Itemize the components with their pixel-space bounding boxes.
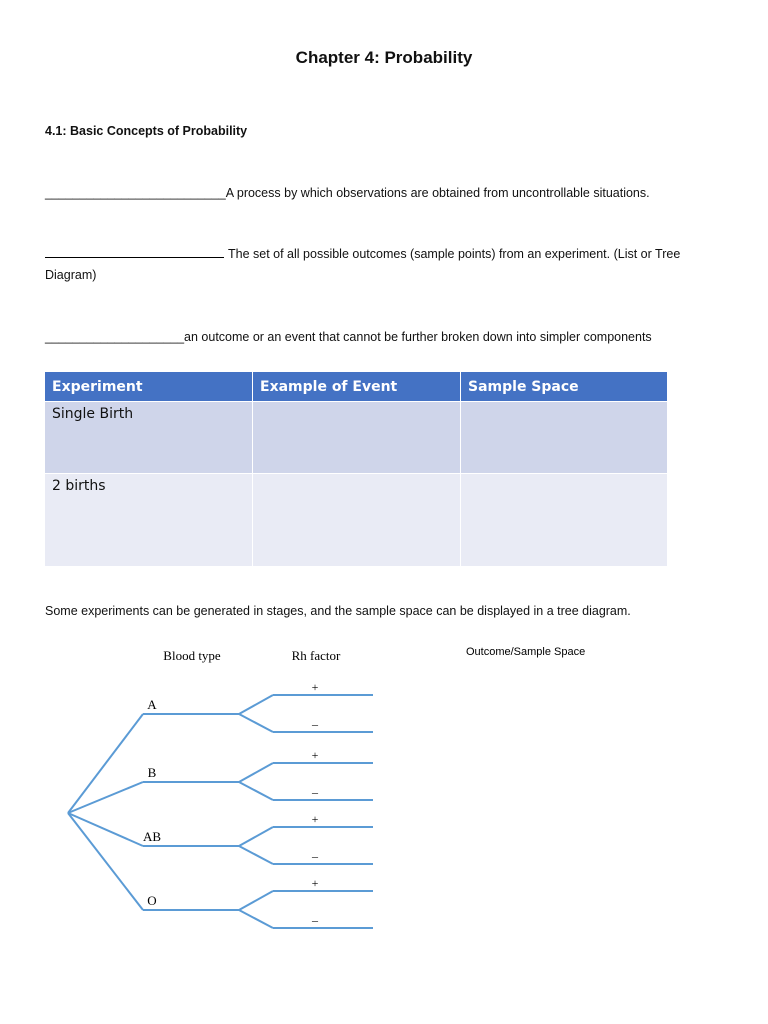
blood-type-b: B: [147, 765, 157, 780]
branch-plus-a: [239, 695, 273, 714]
blood-type-ab: AB: [142, 829, 162, 844]
page-title: Chapter 4: Probability: [295, 48, 473, 67]
rh-plus-ab: +: [311, 812, 319, 826]
rh-minus-o: –: [312, 913, 318, 927]
branch-root-ab: [68, 813, 143, 846]
rh-factor-label: Rh factor: [291, 648, 341, 663]
branch-plus-b: [239, 763, 273, 782]
blood-type-label: Blood type: [163, 648, 221, 663]
definition-text: A process by which observations are obtained from uncontrollable situations.: [225, 186, 650, 200]
rh-plus-o: +: [311, 876, 319, 890]
tree-intro-text: Some experiments can be generated in stages, and the sample space can be displayed in a tree diagram.: [45, 604, 631, 618]
section-heading: 4.1: Basic Concepts of Probability: [45, 124, 248, 138]
cell-experiment: Single Birth: [45, 402, 253, 474]
branch-plus-o: [239, 891, 273, 910]
rh-plus-b: +: [311, 748, 319, 762]
rh-minus-ab: –: [312, 849, 318, 863]
tree-branches: [68, 695, 373, 928]
outcome-label: Outcome/Sample Space: [466, 646, 586, 658]
definition-text: an outcome or an event that cannot be further broken down into simpler components: [184, 330, 652, 344]
branch-minus-b: [239, 782, 273, 800]
branch-minus-o: [239, 910, 273, 928]
branch-root-o: [68, 813, 143, 910]
branch-minus-ab: [239, 846, 273, 864]
tree-labels: [143, 680, 319, 927]
blood-type-o: O: [147, 893, 157, 908]
answer-blank[interactable]: ____________________: [45, 330, 185, 344]
header-sample-space: Sample Space: [461, 372, 668, 402]
branch-plus-ab: [239, 827, 273, 846]
definition-text: The set of all possible outcomes (sample points) from an experiment. (List or Tree Diagram): [45, 247, 681, 282]
rh-plus-a: +: [311, 680, 319, 694]
header-example-of-event: Example of Event: [253, 372, 461, 402]
cell-experiment: 2 births: [45, 474, 253, 567]
answer-blank[interactable]: __________________________: [45, 186, 226, 200]
rh-minus-b: –: [312, 785, 318, 799]
branch-minus-a: [239, 714, 273, 732]
blood-type-a: A: [147, 697, 157, 712]
rh-minus-a: –: [312, 717, 318, 731]
header-experiment: Experiment: [45, 372, 253, 402]
